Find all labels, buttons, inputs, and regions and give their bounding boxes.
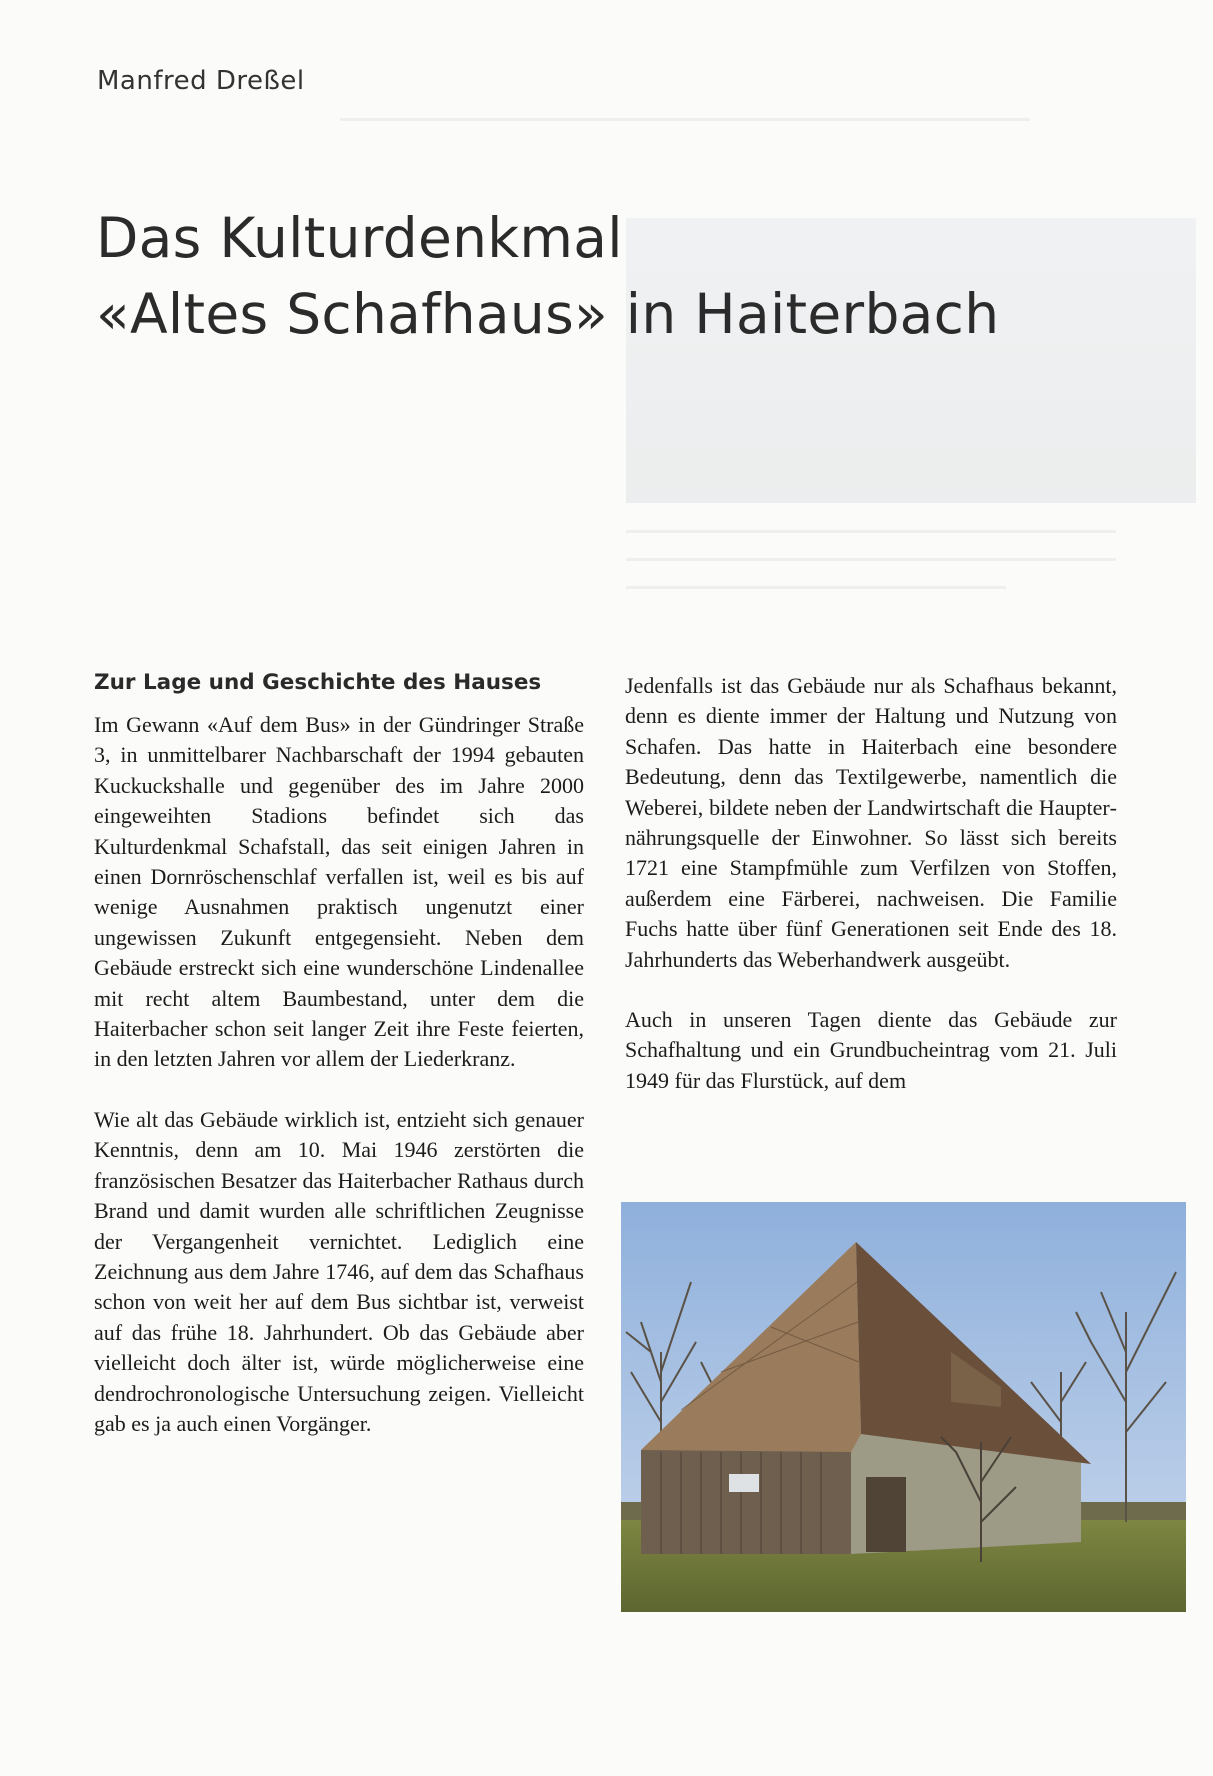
left-column (94, 668, 584, 1439)
article-title (96, 200, 999, 352)
title-line-2: «Altes Schafhaus» in Haiterbach (96, 282, 1000, 346)
schafhaus-photo (621, 1202, 1186, 1612)
title-line-1: Das Kulturdenkmal (96, 206, 623, 270)
right-column (625, 671, 1117, 1096)
show-through-line (626, 558, 1116, 561)
show-through-line (626, 530, 1116, 533)
schafhaus-photo-illustration (621, 1202, 1186, 1612)
paragraph-1: Im Gewann «Auf dem Bus» in der Gündringer Straße 3, in unmittelbarer Nachbarschaft der 1994 gebauten Kuckuckshalle und gegenüber des im Jahre 2000 eingeweihten Stadions befindet sich das Kulturdenkmal Schafstall, das seit einigen Jahren in einen Dornröschenschlaf verfallen ist, weil es bis auf wenige Ausnahmen praktisch ungenutzt einer ungewissen Zukunft entgegensieht. Neben dem Gebäude erstreckt sich eine wunderschöne Lindenallee mit recht altem Baumbestand, unter dem die Haiterbacher schon seit langer Zeit ihre Feste feierten, in den letzten Jahren vor allem der Liederkranz. (94, 712, 584, 1072)
section-heading: Zur Lage und Geschichte des Hauses (94, 670, 542, 695)
paragraph-2: Wie alt das Gebäude wirklich ist, entzieht sich genauer Kenntnis, denn am 10. Mai 1946 zerstörten die französischen Besatzer das Haiterbacher Rathaus durch Brand und damit wurden alle schriftlichen Zeugnisse der Vergangenheit vernichtet. Lediglich eine Zeichnung aus dem Jahre 1746, auf dem das Schafhaus schon von weit her auf dem Bus sichtbar ist, verweist auf das frühe 18. Jahrhundert. Ob das Gebäude aber vielleicht doch älter ist, würde möglicherweise eine dendrochronologische Untersuchung zeigen. Vielleicht gab es ja auch einen Vorgänger. (94, 1106, 584, 1436)
paragraph-4: Auch in unseren Tagen diente das Gebäude zur Schafhaltung und ein Grundbucheintrag vom 21. Juli 1949 für das Flurstück, auf dem (625, 1007, 1117, 1093)
paragraph-3: Jedenfalls ist das Gebäude nur als Schafhaus bekannt, denn es diente immer der Haltung und Nutzung von Schafen. Das hatte in Haiterbach eine besondere Bedeutung, denn das Textilgewerbe, namentlich die Weberei, bildete neben der Landwirtschaft die Haupternährungsquelle der Einwohner. So lässt sich bereits 1721 eine Stampfmühle zum Verfilzen von Stoffen, außerdem eine Färberei, nachweisen. Die Familie Fuchs hatte über fünf Generationen seit Ende des 18. Jahrhunderts das Weberhandwerk ausgeübt. (625, 673, 1117, 972)
show-through-line (626, 586, 1006, 589)
author-name: Manfred Dreßel (97, 66, 305, 96)
show-through-line (340, 118, 1030, 121)
